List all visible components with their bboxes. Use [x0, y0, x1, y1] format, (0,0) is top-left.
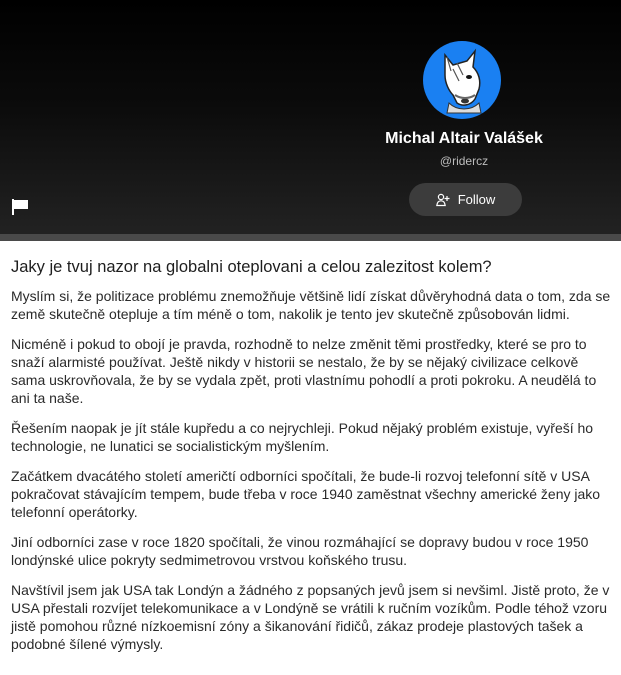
paragraph: Navštívil jsem jak USA tak Londýn a žádného z popsaných jevů jsem si nevšiml. Jistě proto, že v USA přestali rozvíjet telekomunikace a v Londýně se vrátili k ručním vozíkům. Podle téhož vzoru jistě pomohou různé nízkoemisní zóny a šikanování řidičů, zákaz prodeje plastových tašek a podobné šílené výmysly. [11, 582, 610, 652]
avatar[interactable] [423, 41, 501, 119]
paragraph: Nicméně i pokud to obojí je pravda, rozhodně to nelze změnit těmi prostředky, které se pro to snaží alarmisté používat. Ještě nikdy v historii se nestalo, že by se nějaký civilizace celkově sama uskrovňovala, že by se vydala zpět, proti vlastnímu pohodlí a proti pokroku. A neudělá to ani ta naše. [11, 336, 597, 406]
paragraph: Začátkem dvacátého století američtí odborníci spočítali, že bude-li rozvoj telefonní sítě v USA pokračovat stávajícím tempem, bude třeba v roce 1940 zaměstnat všechny americké ženy jako telefonní operátorky. [11, 468, 601, 520]
paragraph: Jiní odborníci zase v roce 1820 spočítali, že vinou rozmáhající se dopravy budou v roce 1950 londýnské ulice pokryty sedmimetrovou vrstvou koňského trusu. [11, 534, 589, 568]
flag-icon[interactable] [11, 198, 29, 221]
paragraph: Myslím si, že politizace problému znemožňuje většině lidí získat důvěryhodná data o tom, zda se země skutečně otepluje a tím méně o tom, nakolik je tento jev skutečně způsobován lidmi. [11, 288, 611, 322]
post-content [11, 258, 611, 665]
follow-label: Follow [457, 192, 496, 207]
profile-name[interactable]: Michal Altair Valášek [385, 130, 543, 147]
header-divider [0, 234, 621, 241]
horse-avatar-icon [423, 41, 501, 119]
add-user-icon [436, 193, 450, 207]
profile-header [0, 0, 621, 234]
paragraph: Řešením naopak je jít stále kupředu a co nejrychleji. Pokud nějaký problém existuje, vyřeší ho technologie, ne lunatici se socialistickým myšlením. [11, 420, 594, 454]
question-title[interactable]: Jaky je tvuj nazor na globalni oteplovani a celou zalezitost kolem? [11, 258, 492, 276]
profile-handle: @ridercz [439, 154, 489, 168]
follow-button[interactable] [409, 183, 522, 216]
